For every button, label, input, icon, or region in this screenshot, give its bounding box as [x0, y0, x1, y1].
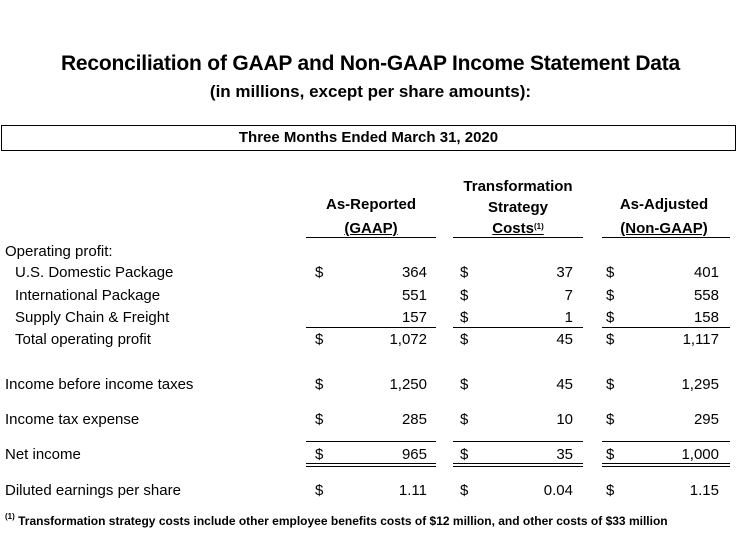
row-label: U.S. Domestic Package — [15, 264, 174, 281]
subtotal-rule — [602, 327, 730, 328]
amount-cell: 1.15 — [689, 482, 719, 499]
amount-cell: 401 — [693, 264, 719, 281]
currency-symbol: $ — [606, 411, 615, 428]
amount-cell: 45 — [556, 331, 573, 348]
currency-symbol: $ — [460, 376, 469, 393]
amount-cell: 295 — [693, 411, 719, 428]
col-header-line: As-Reported — [325, 196, 416, 213]
amount-cell: 158 — [693, 309, 719, 326]
row-label: Diluted earnings per share — [5, 482, 181, 499]
row-label: Net income — [5, 446, 81, 463]
currency-symbol: $ — [315, 264, 324, 281]
amount-cell: 35 — [556, 446, 573, 463]
section-label: Operating profit: — [5, 243, 113, 260]
currency-symbol: $ — [460, 309, 469, 326]
col-header-line: Transformation — [463, 178, 573, 195]
footnote-marker: (1) — [5, 512, 15, 521]
currency-symbol: $ — [460, 482, 469, 499]
double-rule — [453, 466, 583, 467]
double-rule — [306, 463, 436, 464]
currency-symbol: $ — [606, 446, 615, 463]
footnote-marker: (1) — [533, 222, 544, 231]
header-rule — [306, 237, 436, 238]
double-rule — [453, 463, 583, 464]
footnote-text: Transformation strategy costs include other employee benefits costs of $12 million, and other costs of $33 million — [14, 514, 668, 528]
currency-symbol: $ — [315, 331, 324, 348]
row-label: Total operating profit — [15, 331, 151, 348]
currency-symbol: $ — [606, 331, 615, 348]
header-rule — [453, 237, 583, 238]
col-header-as-reported — [306, 194, 436, 239]
currency-symbol: $ — [606, 482, 615, 499]
amount-cell: 1,250 — [389, 376, 427, 393]
amount-cell: 1,072 — [389, 331, 427, 348]
amount-cell: 0.04 — [543, 482, 573, 499]
double-rule — [602, 466, 730, 467]
col-header-transformation — [448, 176, 588, 239]
subtotal-rule — [453, 327, 583, 328]
header-rule — [602, 237, 730, 238]
row-label: Supply Chain & Freight — [15, 309, 170, 326]
amount-cell: 558 — [693, 287, 719, 304]
currency-symbol: $ — [606, 264, 615, 281]
amount-cell: 37 — [556, 264, 573, 281]
currency-symbol: $ — [315, 446, 324, 463]
currency-symbol: $ — [460, 331, 469, 348]
amount-cell: 45 — [556, 376, 573, 393]
net-income-top-rule — [453, 441, 583, 442]
double-rule — [306, 466, 436, 467]
amount-cell: 1,295 — [681, 376, 719, 393]
col-header-line: As-Adjusted — [619, 196, 709, 213]
col-header-line: (GAAP) — [344, 220, 398, 237]
currency-symbol: $ — [606, 376, 615, 393]
double-rule — [602, 463, 730, 464]
currency-symbol: $ — [460, 446, 469, 463]
currency-symbol: $ — [315, 411, 324, 428]
row-label: Income before income taxes — [5, 376, 194, 393]
col-header-line: Strategy — [487, 199, 549, 216]
row-label: Income tax expense — [5, 411, 140, 428]
col-header-line: (Non-GAAP) — [620, 220, 708, 237]
amount-cell: 7 — [564, 287, 573, 304]
net-income-top-rule — [602, 441, 730, 442]
amount-cell: 285 — [401, 411, 427, 428]
col-header-line: Costs — [492, 220, 534, 237]
amount-cell: 10 — [556, 411, 573, 428]
amount-cell: 965 — [401, 446, 427, 463]
col-header-as-adjusted — [598, 194, 730, 239]
currency-symbol: $ — [315, 376, 324, 393]
amount-cell: 1 — [564, 309, 573, 326]
page-subtitle: (in millions, except per share amounts): — [209, 82, 532, 101]
row-label: International Package — [15, 287, 161, 304]
amount-cell: 1.11 — [398, 482, 427, 499]
net-income-top-rule — [306, 441, 436, 442]
currency-symbol: $ — [606, 309, 615, 326]
amount-cell: 1,000 — [681, 446, 719, 463]
period-header: Three Months Ended March 31, 2020 — [1, 125, 736, 151]
currency-symbol: $ — [606, 287, 615, 304]
amount-cell: 551 — [401, 287, 427, 304]
currency-symbol: $ — [460, 287, 469, 304]
currency-symbol: $ — [460, 411, 469, 428]
currency-symbol: $ — [315, 482, 324, 499]
amount-cell: 364 — [401, 264, 427, 281]
amount-cell: 157 — [401, 309, 427, 326]
footnote — [5, 514, 668, 528]
currency-symbol: $ — [460, 264, 469, 281]
amount-cell: 1,117 — [682, 331, 719, 348]
page-title: Reconciliation of GAAP and Non-GAAP Income Statement Data — [60, 52, 681, 75]
subtotal-rule — [306, 327, 436, 328]
